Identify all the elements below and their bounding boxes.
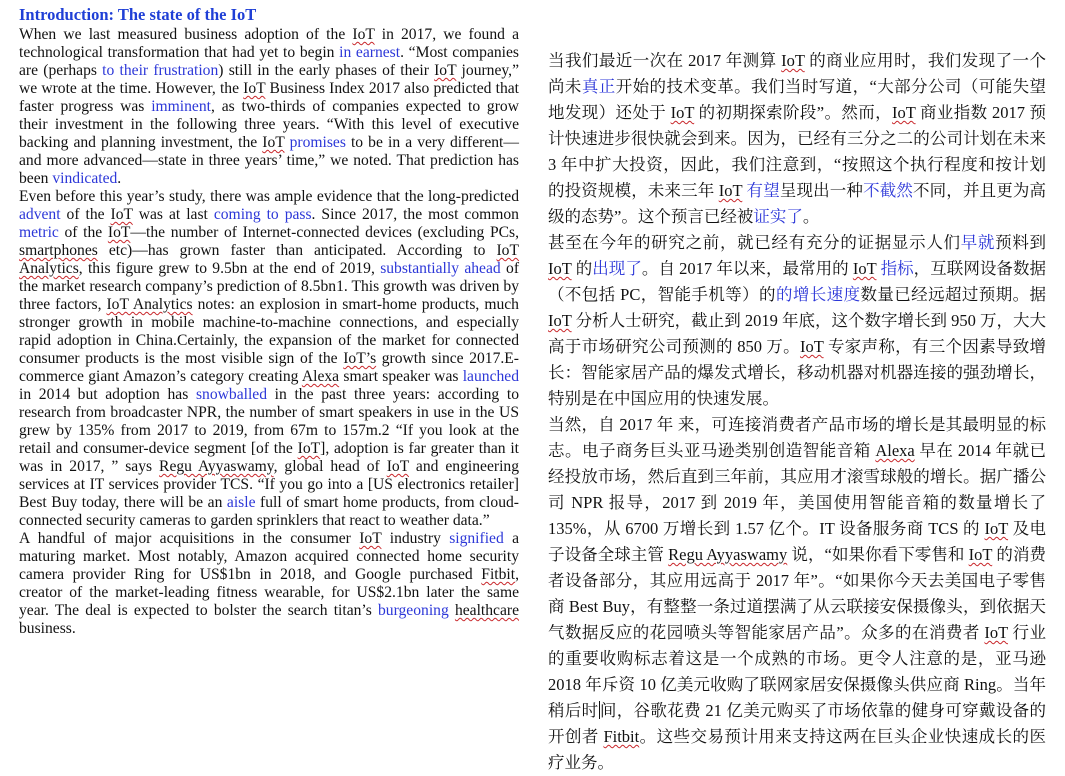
spellcheck-flagged-word: Alexa bbox=[875, 441, 915, 460]
spellcheck-flagged-word: IoT bbox=[297, 440, 321, 457]
spellcheck-flagged-word: IoT bbox=[110, 206, 133, 223]
spellcheck-flagged-word: healthcare bbox=[454, 602, 519, 619]
spellcheck-flagged-word: IoT Analytics bbox=[19, 242, 519, 277]
spellcheck-flagged-word: Regu Ayyaswamy bbox=[159, 458, 274, 475]
english-paragraph-1[interactable]: When we last measured business adoption of the IoT in 2017, we found a technological transformation that had yet to begin in earnest. “Most companies are (perhaps to their frustration) still in the early phases of their IoT journey,” we wrote at the time. However, the IoT Business Index 2017 also predicted that faster progress was imminent, as two-thirds of companies expected to grow their investment in the following three years. “With this level of executive backing and planning investment, the IoT promises to be in a very different—and more advanced—state in three years’ time,” we noted. That prediction has been vindicated. bbox=[19, 26, 520, 187]
highlighted-term: coming to pass bbox=[213, 206, 312, 223]
highlighted-term: metric bbox=[19, 224, 59, 241]
highlighted-term: aisle bbox=[226, 494, 256, 511]
spellcheck-flagged-word: IoT bbox=[434, 62, 457, 79]
highlighted-term: vindicated bbox=[52, 170, 118, 187]
spellcheck-flagged-word: IoT bbox=[548, 259, 572, 278]
highlighted-term: 出现了 bbox=[592, 259, 642, 278]
spellcheck-flagged-word: Regu Ayyaswamy bbox=[668, 545, 788, 564]
highlighted-term: to their frustration bbox=[102, 62, 219, 79]
spellcheck-flagged-word: smartphones bbox=[19, 242, 98, 259]
highlighted-term: in earnest bbox=[339, 44, 401, 61]
highlighted-term: 有望 bbox=[746, 181, 780, 200]
spellcheck-flagged-word: IoT bbox=[852, 259, 877, 278]
highlighted-term: 真正 bbox=[581, 77, 616, 96]
spellcheck-flagged-word: IoT bbox=[386, 458, 409, 475]
spellcheck-flagged-word: Fitbit bbox=[603, 727, 640, 746]
spellcheck-flagged-word: IoT bbox=[243, 80, 266, 97]
highlighted-term: signified bbox=[449, 530, 504, 547]
text-cursor bbox=[599, 701, 600, 719]
highlighted-term: burgeoning bbox=[378, 602, 449, 619]
english-paragraph-3[interactable]: A handful of major acquisitions in the consumer IoT industry signified a maturing market. Most notably, Amazon acquired connected home security camera provider Ring for US$1bn in 2018, and Google purchased Fitbit, creator of the market-leading fitness wearable, for US$2.1bn later the same year. The deal is expected to bolster the search titan’s burgeoning healthcare business. bbox=[19, 530, 519, 637]
spellcheck-flagged-word: IoT bbox=[984, 519, 1009, 538]
spellcheck-flagged-word: IoT bbox=[670, 103, 695, 122]
highlighted-term: promises bbox=[289, 134, 346, 151]
spellcheck-flagged-word: Alexa bbox=[301, 368, 340, 385]
spellcheck-flagged-word: IoT bbox=[799, 337, 824, 356]
chinese-paragraph-1[interactable]: 当我们最近一次在 2017 年测算 IoT 的商业应用时，我们发现了一个尚未真正开始的技术变革。我们当时写道，“大部分公司（可能失望地发现）还处于 IoT 的初期探索阶段”。然而，IoT 商业指数 2017 预计快速进步很快就会到来。因为，已经有三分之二的公司计划在未来 3 年中扩大投资，因此，我们注意到，“按照这个执行程度和按计划的投资规模，未来三年 IoT 有望呈现出一种不截然不同，并且更为高级的态势”。这个预言已经被证实了。 bbox=[548, 51, 1047, 226]
highlighted-term: 证实了 bbox=[753, 207, 803, 226]
spellcheck-flagged-word: IoT bbox=[968, 545, 993, 564]
highlighted-term: 指标 bbox=[880, 259, 914, 278]
spellcheck-flagged-word: IoT bbox=[718, 181, 743, 200]
spellcheck-flagged-word: IoT bbox=[262, 134, 285, 151]
highlighted-term: 不截然 bbox=[863, 181, 914, 200]
spellcheck-flagged-word: Fitbit bbox=[481, 566, 516, 583]
spellcheck-flagged-word: IoT’s bbox=[343, 350, 377, 367]
highlighted-term: substantially ahead bbox=[380, 260, 501, 277]
chinese-paragraph-3[interactable]: 当然，自 2017 年 来，可连接消费者产品市场的增长是其最明显的标志。电子商务巨头亚马逊类别创造智能音箱 Alexa 早在 2014 年就已经投放市场，然后直到三年前，其应用才滚雪球般的增长。据广播公司 NPR 报导，2017 到 2019 年，美国使用智能音箱的数量增长了 135%，从 6700 万增长到 1.57 亿个。IT 设备服务商 TCS 的 IoT 及电子设备全球主管 Regu Ayyaswamy 说，“如果你看下零售和 IoT 的消费者设备部分，其应用远高于 2017 年”。“如果你今天去美国电子零售商 Best Buy，有整整一条过道摆满了从云联接安保摄像头，到依据天气数据反应的花园喷头等智能家居产品”。众多的在消费者 IoT 行业的重要收购标志着这是一个成熟的市场。更令人注意的是，亚马逊 2018 年斥资 10 亿美元收购了联网家居安保摄像头供应商 Ring。当年稍后时间，谷歌花费 21 亿美元购买了市场依靠的健身可穿戴设备的开创者 Fitbit。这些交易预计用来支持这两在巨头企业快速成长的医疗业务。 bbox=[548, 415, 1047, 772]
highlighted-term: launched bbox=[462, 368, 520, 385]
chinese-column bbox=[548, 48, 1046, 776]
spellcheck-flagged-word: IoT bbox=[107, 224, 131, 241]
spellcheck-flagged-word: IoT bbox=[984, 623, 1008, 642]
english-paragraph-2[interactable]: Even before this year’s study, there was ample evidence that the long-predicted advent of the IoT was at last coming to pass. Since 2017, the most common metric of the IoT—the number of Internet-connected devices (excluding PCs, smartphones etc)—has grown faster than anticipated. According to IoT Analytics, this figure grew to 9.5bn at the end of 2019, substantially ahead of the market research company’s prediction of 8.5bn1. This growth was driven by three factors, IoT Analytics notes: an explosion in smart-home products, much stronger growth in mobile machine-to-machine connections, and especially rapid adoption in China.Certainly, the expansion of the market for connected consumer products is the most visible sign of the IoT’s growth since 2017.E-commerce giant Amazon’s category creating Alexa smart speaker was launched in 2014 but adoption has snowballed in the past three years: according to research from broadcaster NPR, the number of smart speakers in use in the US grew by 135% from 2017 to 2019, from 67m to 157m.2 “If you look at the retail and consumer-device segment [of the IoT], adoption is far greater than it was in 2017, ” says Regu Ayyaswamy, global head of IoT and engineering services at IT services provider TCS. “If you go into a [US electronics retailer] Best Buy today, there will be an aisle full of smart home products, from cloud-connected security cameras to garden sprinklers that react to weather data.” bbox=[19, 188, 520, 529]
highlighted-term: 早就 bbox=[960, 233, 996, 252]
highlighted-term: advent bbox=[19, 206, 61, 223]
spellcheck-flagged-word: IoT bbox=[548, 311, 572, 330]
spellcheck-flagged-word: IoT Analytics bbox=[106, 296, 193, 313]
highlighted-term: snowballed bbox=[195, 386, 267, 403]
spellcheck-flagged-word: IoT bbox=[781, 51, 805, 70]
english-column bbox=[19, 4, 519, 638]
highlighted-term: 的增长速度 bbox=[775, 285, 861, 304]
spellcheck-flagged-word: IoT bbox=[352, 26, 375, 43]
section-title: Introduction: The state of the IoT bbox=[19, 5, 257, 24]
spellcheck-flagged-word: IoT bbox=[359, 530, 382, 547]
highlighted-term: imminent bbox=[151, 98, 211, 115]
chinese-paragraph-2[interactable]: 甚至在今年的研究之前，就已经有充分的证据显示人们早就预料到 IoT 的出现了。自 2017 年以来，最常用的 IoT 指标，互联网设备数据（不包括 PC，智能手机等）的的增长速度数量已经远超过预期。据 IoT 分析人士研究，截止到 2019 年底，这个数字增长到 950 万，大大高于市场研究公司预测的 850 万。IoT 专家声称，有三个因素导致增长：智能家居产品的爆发式增长，移动机器对机器连接的强劲增长，特别是在中国应用的快速发展。 bbox=[548, 233, 1047, 408]
spellcheck-flagged-word: IoT bbox=[891, 103, 916, 122]
